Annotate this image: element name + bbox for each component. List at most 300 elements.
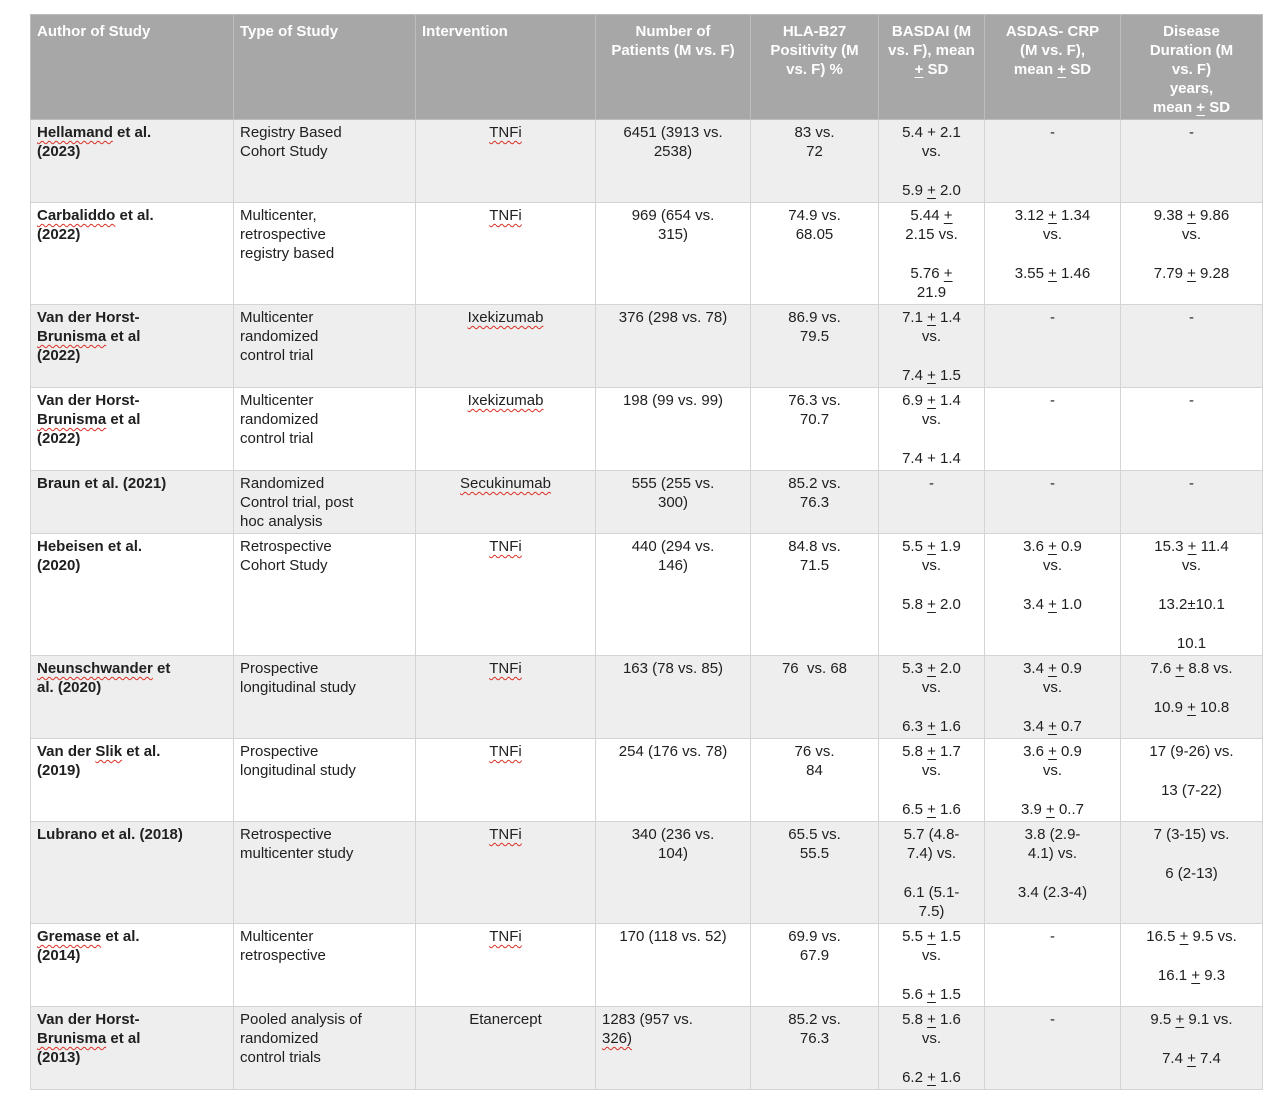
table-cell-patients bbox=[596, 388, 751, 471]
cell-line: 6.2 + 1.6 bbox=[902, 1069, 961, 1086]
misspelled-word: Hellamand bbox=[37, 124, 113, 141]
cell-line bbox=[885, 346, 978, 366]
table-cell-basdai bbox=[879, 305, 985, 388]
plus-minus-sign: + bbox=[943, 265, 953, 282]
cell-line bbox=[885, 697, 978, 717]
table-row-8 bbox=[31, 739, 1263, 822]
cell-line: 10.9 + 10.8 bbox=[1153, 699, 1230, 716]
cell-line: 84.8 vs. bbox=[788, 538, 841, 555]
table-cell-intervention bbox=[416, 388, 596, 471]
table-cell-hla-b27 bbox=[751, 924, 879, 1007]
table-cell-basdai bbox=[879, 120, 985, 203]
cell-line: 76 vs. 68 bbox=[781, 660, 848, 677]
cell-line: 13.2±10.1 bbox=[1158, 596, 1225, 613]
cell-line: vs. bbox=[1181, 557, 1202, 574]
misspelled-word: Brunisma bbox=[37, 328, 107, 345]
misspelled-word: TNFi bbox=[489, 207, 522, 224]
misspelled-word: Ixekizumab bbox=[467, 392, 544, 409]
cell-line: Van der Horst- bbox=[37, 1011, 140, 1028]
table-cell-author bbox=[31, 388, 234, 471]
cell-line: 76.3 vs. bbox=[788, 392, 841, 409]
table-row-9 bbox=[31, 822, 1263, 924]
cell-line bbox=[991, 697, 1114, 717]
table-row-6 bbox=[31, 534, 1263, 656]
plus-minus-sign: + bbox=[927, 182, 936, 199]
cell-line: 5.44 + bbox=[910, 207, 953, 224]
table-cell-intervention bbox=[416, 739, 596, 822]
table-cell-asdas-crp bbox=[985, 534, 1121, 656]
cell-line bbox=[602, 1029, 744, 1048]
cell-line: 7.79 + 9.28 bbox=[1153, 265, 1230, 282]
misspelled-word: TNFi bbox=[489, 826, 522, 843]
cell-line: 68.05 bbox=[795, 226, 834, 243]
cell-line: 5.76 + bbox=[910, 265, 953, 282]
cell-line: 76 vs. bbox=[794, 743, 835, 760]
cell-line: 440 (294 vs. bbox=[631, 538, 715, 555]
cell-line: mean + SD bbox=[1152, 99, 1231, 116]
cell-line: 5.8 + 1.6 bbox=[902, 1011, 961, 1028]
cell-line: 3.4 + 0.7 bbox=[1023, 718, 1082, 735]
cell-line: 67.9 bbox=[799, 947, 830, 964]
cell-line: 5.4 + 2.1 bbox=[902, 124, 961, 141]
cell-line: 55.5 bbox=[799, 845, 830, 862]
table-cell-disease-duration bbox=[1121, 388, 1263, 471]
cell-line: Etanercept bbox=[469, 1011, 542, 1028]
cell-line: vs. bbox=[921, 411, 942, 428]
table-cell-patients bbox=[596, 924, 751, 1007]
cell-line: control trials bbox=[240, 1049, 321, 1066]
cell-line: 170 (118 vs. 52) bbox=[619, 928, 727, 945]
study-comparison-table bbox=[30, 14, 1263, 1090]
cell-line: - bbox=[1050, 309, 1055, 326]
plus-minus-sign: + bbox=[943, 207, 953, 224]
cell-line: Disease bbox=[1163, 23, 1220, 40]
plus-minus-sign: + bbox=[1175, 1011, 1185, 1028]
cell-line bbox=[1127, 1029, 1256, 1049]
cell-line: (2022) bbox=[37, 226, 81, 243]
table-header-row bbox=[31, 15, 1263, 120]
cell-line: 7.5) bbox=[918, 903, 945, 920]
table-cell-basdai bbox=[879, 1007, 985, 1090]
cell-line: 104) bbox=[657, 845, 689, 862]
misspelled-word: TNFi bbox=[489, 743, 522, 760]
cell-line: randomized bbox=[240, 411, 319, 428]
cell-line: 9.5 + 9.1 vs. bbox=[1150, 1011, 1233, 1028]
table-row-7 bbox=[31, 656, 1263, 739]
misspelled-word: Brunisma bbox=[37, 1030, 107, 1047]
cell-line: multicenter study bbox=[240, 845, 354, 862]
misspelled-word: Slik bbox=[95, 743, 123, 760]
cell-line bbox=[422, 659, 589, 678]
cell-line bbox=[1127, 244, 1256, 264]
cell-line: Brunisma et al bbox=[37, 328, 141, 345]
cell-line: 16.5 + 9.5 vs. bbox=[1146, 928, 1237, 945]
cell-line bbox=[422, 123, 589, 142]
cell-line: randomized bbox=[240, 1030, 319, 1047]
table-cell-intervention bbox=[416, 924, 596, 1007]
table-cell-disease-duration bbox=[1121, 471, 1263, 534]
plus-minus-sign: + bbox=[1048, 265, 1057, 282]
cell-line: longitudinal study bbox=[240, 679, 356, 696]
table-cell-disease-duration bbox=[1121, 1007, 1263, 1090]
cell-line: 969 (654 vs. bbox=[631, 207, 715, 224]
table-cell-intervention bbox=[416, 305, 596, 388]
cell-line: HLA-B27 bbox=[782, 23, 847, 40]
table-cell-hla-b27 bbox=[751, 1007, 879, 1090]
table-cell-author bbox=[31, 305, 234, 388]
cell-line bbox=[885, 244, 978, 264]
cell-line: 15.3 + 11.4 bbox=[1154, 538, 1229, 555]
cell-line bbox=[991, 575, 1114, 595]
cell-line: 5.7 (4.8- bbox=[903, 826, 960, 843]
table-cell-patients bbox=[596, 305, 751, 388]
cell-line bbox=[885, 161, 978, 181]
header-cell-hla-b27 bbox=[751, 15, 879, 120]
table-cell-type bbox=[234, 822, 416, 924]
cell-line: 376 (298 vs. 78) bbox=[618, 309, 728, 326]
plus-minus-sign: + bbox=[1196, 99, 1206, 116]
cell-line: - bbox=[1050, 392, 1055, 409]
plus-minus-sign: + bbox=[1187, 265, 1196, 282]
table-cell-type bbox=[234, 471, 416, 534]
table-cell-hla-b27 bbox=[751, 656, 879, 739]
cell-line: - bbox=[1189, 475, 1194, 492]
header-cell-basdai bbox=[879, 15, 985, 120]
cell-line: vs. F) bbox=[1171, 61, 1212, 78]
table-row-3 bbox=[31, 305, 1263, 388]
table-cell-disease-duration bbox=[1121, 534, 1263, 656]
table-cell-hla-b27 bbox=[751, 739, 879, 822]
cell-line: 6.5 + 1.6 bbox=[902, 801, 961, 818]
cell-line bbox=[422, 537, 589, 556]
cell-line: 10.1 bbox=[1176, 635, 1207, 652]
cell-line: 1283 (957 vs. bbox=[602, 1011, 693, 1028]
plus-minus-sign: + bbox=[927, 392, 936, 409]
cell-line: - bbox=[1050, 475, 1055, 492]
cell-line: randomized bbox=[240, 328, 319, 345]
plus-minus-sign: + bbox=[1175, 660, 1185, 677]
cell-line bbox=[885, 780, 978, 800]
misspelled-word: 326) bbox=[602, 1030, 633, 1047]
plus-minus-sign: + bbox=[1187, 207, 1196, 224]
table-row-11 bbox=[31, 1007, 1263, 1090]
cell-line bbox=[885, 429, 978, 449]
cell-line: 13 (7-22) bbox=[1161, 782, 1222, 799]
plus-minus-sign: + bbox=[1046, 801, 1055, 818]
cell-line: Brunisma et al bbox=[37, 1030, 141, 1047]
table-cell-intervention bbox=[416, 120, 596, 203]
cell-line: BASDAI (M bbox=[891, 23, 972, 40]
table-cell-asdas-crp bbox=[985, 1007, 1121, 1090]
table-cell-asdas-crp bbox=[985, 822, 1121, 924]
table-cell-basdai bbox=[879, 388, 985, 471]
cell-line: (2013) bbox=[37, 1049, 81, 1066]
table-cell-type bbox=[234, 534, 416, 656]
table-cell-author bbox=[31, 120, 234, 203]
table-cell-basdai bbox=[879, 471, 985, 534]
cell-line bbox=[1127, 844, 1256, 864]
cell-line bbox=[991, 780, 1114, 800]
table-header bbox=[31, 15, 1263, 120]
cell-line: 5.3 + 2.0 bbox=[902, 660, 961, 677]
table-cell-disease-duration bbox=[1121, 120, 1263, 203]
cell-line bbox=[1127, 678, 1256, 698]
cell-line: - bbox=[1189, 392, 1194, 409]
cell-line: 3.9 + 0..7 bbox=[1021, 801, 1084, 818]
cell-line: vs. bbox=[921, 679, 942, 696]
cell-line: 6.9 + 1.4 bbox=[902, 392, 961, 409]
table-cell-author bbox=[31, 656, 234, 739]
cell-line: 9.38 + 9.86 bbox=[1153, 207, 1230, 224]
cell-line: 83 vs. bbox=[794, 124, 835, 141]
table-cell-asdas-crp bbox=[985, 739, 1121, 822]
cell-line: 6451 (3913 vs. bbox=[623, 124, 723, 141]
table-cell-disease-duration bbox=[1121, 203, 1263, 305]
cell-line: (2022) bbox=[37, 347, 81, 364]
cell-line: Prospective bbox=[240, 660, 319, 677]
cell-line: (2020) bbox=[37, 557, 81, 574]
cell-line bbox=[1127, 575, 1256, 595]
cell-line: Neunschwander et bbox=[37, 660, 171, 677]
table-cell-patients bbox=[596, 822, 751, 924]
plus-minus-sign: + bbox=[927, 1011, 936, 1028]
plus-minus-sign: + bbox=[927, 309, 936, 326]
table-cell-type bbox=[234, 924, 416, 1007]
plus-minus-sign: + bbox=[914, 61, 924, 78]
cell-line: 70.7 bbox=[799, 411, 830, 428]
cell-line bbox=[885, 575, 978, 595]
cell-line: Prospective bbox=[240, 743, 319, 760]
table-cell-author bbox=[31, 822, 234, 924]
table-cell-author bbox=[31, 1007, 234, 1090]
cell-line bbox=[422, 927, 589, 946]
cell-line: vs. bbox=[921, 557, 942, 574]
cell-line: 7.4 + 1.5 bbox=[902, 367, 961, 384]
cell-line: 254 (176 vs. 78) bbox=[618, 743, 728, 760]
cell-line: 7.4) vs. bbox=[906, 845, 957, 862]
cell-line: 3.4 (2.3-4) bbox=[1017, 884, 1088, 901]
cell-line: al. (2020) bbox=[37, 679, 102, 696]
cell-line bbox=[422, 474, 589, 493]
plus-minus-sign: + bbox=[927, 538, 936, 555]
misspelled-word: Neunschwander bbox=[37, 660, 153, 677]
cell-line: - bbox=[1189, 124, 1194, 141]
cell-line: vs. bbox=[1042, 679, 1063, 696]
cell-line: 2538) bbox=[653, 143, 693, 160]
cell-line: (2022) bbox=[37, 430, 81, 447]
cell-line bbox=[1127, 614, 1256, 634]
table-cell-asdas-crp bbox=[985, 471, 1121, 534]
cell-line: 76.3 bbox=[799, 494, 830, 511]
table-cell-patients bbox=[596, 656, 751, 739]
plus-minus-sign: + bbox=[1048, 743, 1057, 760]
plus-minus-sign: + bbox=[927, 596, 936, 613]
table-cell-intervention bbox=[416, 656, 596, 739]
cell-line bbox=[991, 863, 1114, 883]
cell-line: 6.1 (5.1- bbox=[903, 884, 960, 901]
table-cell-intervention bbox=[416, 534, 596, 656]
misspelled-word: TNFi bbox=[489, 660, 522, 677]
table-body bbox=[31, 120, 1263, 1090]
cell-line: 5.6 + 1.5 bbox=[902, 986, 961, 1003]
plus-minus-sign: + bbox=[1048, 207, 1057, 224]
misspelled-word: TNFi bbox=[489, 538, 522, 555]
cell-line: vs. bbox=[1042, 226, 1063, 243]
table-cell-type bbox=[234, 305, 416, 388]
plus-minus-sign: + bbox=[927, 986, 936, 1003]
table-cell-disease-duration bbox=[1121, 822, 1263, 924]
table-cell-disease-duration bbox=[1121, 739, 1263, 822]
cell-line bbox=[422, 206, 589, 225]
cell-line: 4.1) vs. bbox=[1027, 845, 1078, 862]
plus-minus-sign: + bbox=[1187, 1050, 1196, 1067]
plus-minus-sign: + bbox=[1187, 538, 1197, 555]
plus-minus-sign: + bbox=[927, 718, 936, 735]
cell-line: Van der Slik et al. bbox=[37, 743, 161, 760]
cell-line: Patients (M vs. F) bbox=[611, 42, 735, 59]
cell-line: longitudinal study bbox=[240, 762, 356, 779]
cell-line: 5.5 + 1.9 bbox=[902, 538, 961, 555]
table-cell-patients bbox=[596, 534, 751, 656]
cell-line: Gremase et al. bbox=[37, 928, 140, 945]
table-cell-intervention bbox=[416, 203, 596, 305]
cell-line bbox=[422, 742, 589, 761]
cell-line: 74.9 vs. bbox=[788, 207, 841, 224]
cell-line: 300) bbox=[657, 494, 689, 511]
table-cell-type bbox=[234, 120, 416, 203]
cell-line: 71.5 bbox=[799, 557, 830, 574]
cell-line: 3.55 + 1.46 bbox=[1014, 265, 1091, 282]
table-cell-patients bbox=[596, 739, 751, 822]
cell-line bbox=[422, 391, 589, 410]
plus-minus-sign: + bbox=[927, 801, 936, 818]
table-cell-patients bbox=[596, 120, 751, 203]
table-cell-type bbox=[234, 203, 416, 305]
table-cell-asdas-crp bbox=[985, 656, 1121, 739]
misspelled-word: TNFi bbox=[489, 928, 522, 945]
table-row-1 bbox=[31, 120, 1263, 203]
cell-line: Cohort Study bbox=[240, 557, 328, 574]
cell-line: Braun et al. (2021) bbox=[37, 475, 167, 492]
cell-line: ASDAS- CRP bbox=[1005, 23, 1100, 40]
plus-minus-sign: + bbox=[1048, 538, 1057, 555]
cell-line: (2023) bbox=[37, 143, 81, 160]
table-cell-type bbox=[234, 1007, 416, 1090]
cell-line: Pooled analysis of bbox=[240, 1011, 362, 1028]
table-cell-hla-b27 bbox=[751, 388, 879, 471]
cell-line: vs. bbox=[921, 762, 942, 779]
cell-line: Intervention bbox=[422, 23, 508, 40]
cell-line: 16.1 + 9.3 bbox=[1157, 967, 1226, 984]
cell-line: 84 bbox=[806, 762, 823, 779]
cell-line: (2019) bbox=[37, 762, 81, 779]
misspelled-word: Brunisma bbox=[37, 411, 107, 428]
cell-line: 5.8 + 1.7 bbox=[902, 743, 961, 760]
table-cell-basdai bbox=[879, 822, 985, 924]
table-cell-disease-duration bbox=[1121, 656, 1263, 739]
cell-line: 3.6 + 0.9 bbox=[1023, 743, 1082, 760]
cell-line: Duration (M bbox=[1149, 42, 1234, 59]
cell-line: Lubrano et al. (2018) bbox=[37, 826, 183, 843]
cell-line: registry based bbox=[240, 245, 335, 262]
cell-line: (M vs. F), bbox=[1019, 42, 1085, 59]
table-row-10 bbox=[31, 924, 1263, 1007]
cell-line: retrospective bbox=[240, 947, 326, 964]
cell-line: 6 (2-13) bbox=[1165, 865, 1218, 882]
table-row-5 bbox=[31, 471, 1263, 534]
cell-line: vs. bbox=[921, 328, 942, 345]
header-cell-patients bbox=[596, 15, 751, 120]
table-cell-author bbox=[31, 471, 234, 534]
cell-line: vs. bbox=[921, 1030, 942, 1047]
misspelled-word: Ixekizumab bbox=[467, 309, 544, 326]
cell-line: Van der Horst- bbox=[37, 309, 140, 326]
table-cell-intervention bbox=[416, 1007, 596, 1090]
cell-line bbox=[885, 863, 978, 883]
cell-line: 315) bbox=[657, 226, 689, 243]
cell-line: 85.2 vs. bbox=[788, 475, 841, 492]
cell-line: 163 (78 vs. 85) bbox=[622, 660, 724, 677]
cell-line: 21.9 bbox=[916, 284, 947, 301]
plus-minus-sign: + bbox=[927, 743, 936, 760]
table-cell-type bbox=[234, 388, 416, 471]
cell-line bbox=[422, 308, 589, 327]
cell-line: Type of Study bbox=[240, 23, 339, 40]
table-cell-author bbox=[31, 534, 234, 656]
plus-minus-sign: + bbox=[1048, 660, 1057, 677]
plus-minus-sign: + bbox=[927, 1069, 936, 1086]
table-cell-hla-b27 bbox=[751, 471, 879, 534]
cell-line: - bbox=[1050, 1011, 1055, 1028]
table-cell-basdai bbox=[879, 203, 985, 305]
cell-line: 7.1 + 1.4 bbox=[902, 309, 961, 326]
plus-minus-sign: + bbox=[927, 928, 936, 945]
header-cell-author bbox=[31, 15, 234, 120]
table-cell-hla-b27 bbox=[751, 203, 879, 305]
table-cell-basdai bbox=[879, 534, 985, 656]
misspelled-word: Gremase bbox=[37, 928, 102, 945]
cell-line: Van der Horst- bbox=[37, 392, 140, 409]
cell-line: 5.5 + 1.5 bbox=[902, 928, 961, 945]
plus-minus-sign: + bbox=[1191, 967, 1201, 984]
table-cell-intervention bbox=[416, 822, 596, 924]
table-cell-asdas-crp bbox=[985, 120, 1121, 203]
plus-minus-sign: + bbox=[1057, 61, 1067, 78]
table-cell-patients bbox=[596, 1007, 751, 1090]
cell-line: Registry Based bbox=[240, 124, 342, 141]
cell-line: Hellamand et al. bbox=[37, 124, 152, 141]
cell-line: vs. bbox=[1042, 762, 1063, 779]
cell-line: 3.4 + 0.9 bbox=[1023, 660, 1082, 677]
cell-line bbox=[885, 1048, 978, 1068]
cell-line: 5.8 + 2.0 bbox=[902, 596, 961, 613]
cell-line: years, bbox=[1169, 80, 1214, 97]
cell-line: vs. F) % bbox=[786, 61, 843, 78]
table-cell-author bbox=[31, 739, 234, 822]
cell-line bbox=[422, 825, 589, 844]
cell-line: - bbox=[1050, 124, 1055, 141]
cell-line: Brunisma et al bbox=[37, 411, 141, 428]
cell-line: mean + SD bbox=[1013, 61, 1092, 78]
cell-line: Author of Study bbox=[37, 23, 151, 40]
cell-line: 76.3 bbox=[799, 1030, 830, 1047]
cell-line: + SD bbox=[914, 61, 949, 78]
cell-line: Randomized bbox=[240, 475, 325, 492]
cell-line: Multicenter bbox=[240, 392, 314, 409]
table-cell-asdas-crp bbox=[985, 388, 1121, 471]
cell-line: Carbaliddo et al. bbox=[37, 207, 154, 224]
cell-line: 146) bbox=[657, 557, 689, 574]
